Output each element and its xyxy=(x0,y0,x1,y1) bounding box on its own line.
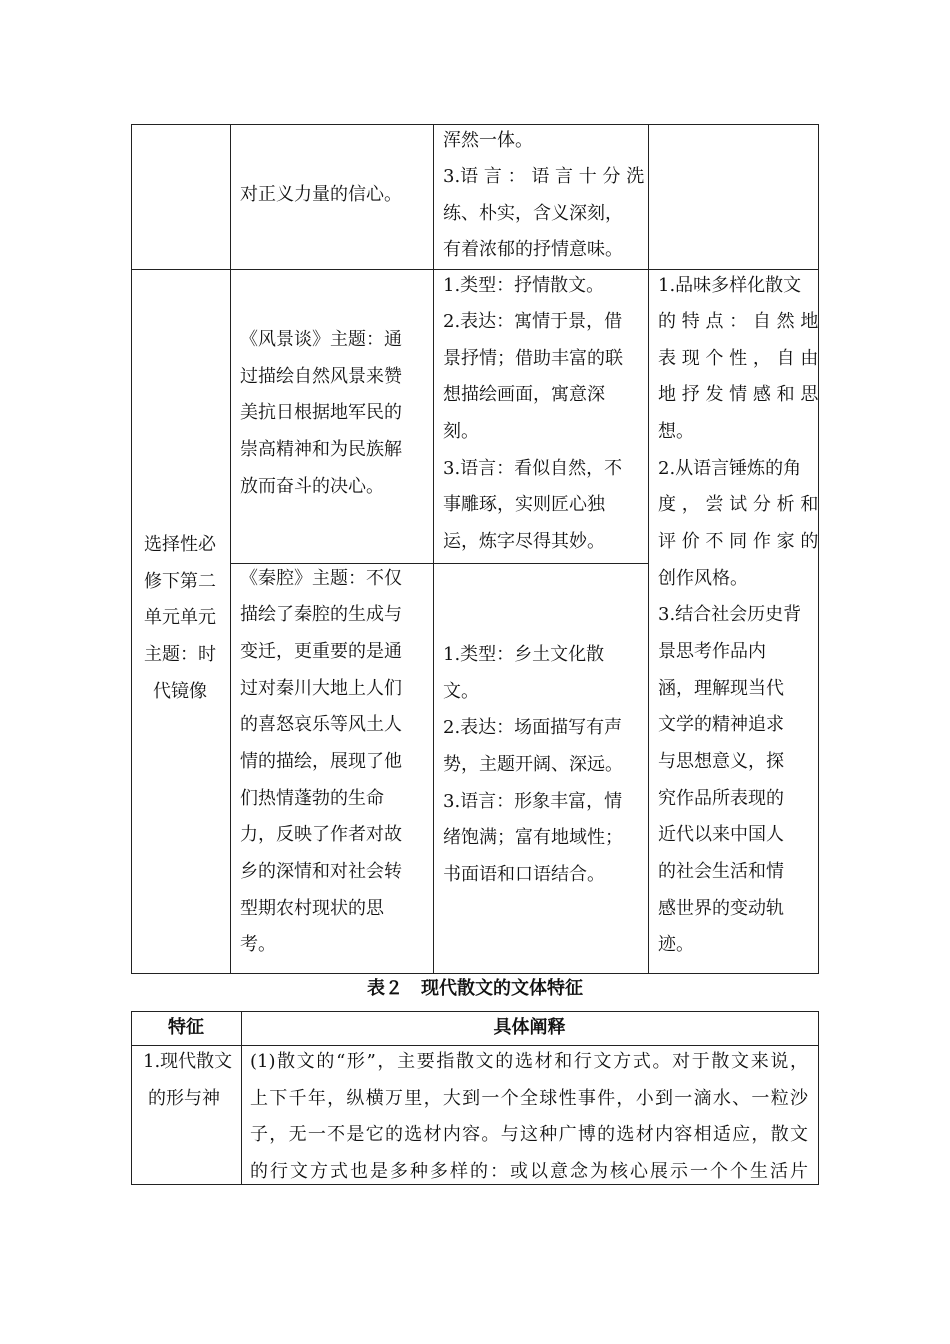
table1-border-left xyxy=(131,124,132,974)
goal-line: 文学的精神追求 xyxy=(658,714,784,735)
row-a-col3-line: 练、朴实，含义深刻， xyxy=(443,203,623,224)
unit-theme-line: 单元单元 xyxy=(144,607,216,628)
row-a-col2-line: 对正义力量的信心。 xyxy=(240,184,402,205)
table2-border-bottom xyxy=(131,1184,819,1185)
goal-line: 创作风格。 xyxy=(658,568,748,589)
goal-line: 度 ， 尝 试 分 析 和 xyxy=(658,494,819,515)
essay2-feature-line: 绪饱满；富有地域性； xyxy=(443,827,623,848)
essay2-theme-line: 《秦腔》主题：不仅 xyxy=(240,568,402,589)
unit-theme-line: 修下第二 xyxy=(144,571,216,592)
explanation-line: 上下千年，纵横万里，大到一个全球性事件，小到一滴水、一粒沙 xyxy=(250,1088,808,1109)
unit-theme-line: 主题：时 xyxy=(144,644,216,665)
essay1-theme-line: 《风景谈》主题：通 xyxy=(240,329,402,350)
table2-caption: 表２ 现代散文的文体特征 xyxy=(367,978,583,999)
goal-line: 景思考作品内 xyxy=(658,641,766,662)
essay1-feature-line: 想描绘画面，寓意深 xyxy=(443,384,605,405)
table1-border-bottom xyxy=(131,973,819,974)
essay2-feature-line: 2.表达：场面描写有声 xyxy=(443,717,623,738)
row-a-col3-line: 有着浓郁的抒情意味。 xyxy=(443,239,623,260)
goal-line: 1.品味多样化散文 xyxy=(658,275,802,296)
unit-theme-line: 选择性必 xyxy=(144,534,216,555)
essay2-theme-line: 过对秦川大地上人们 xyxy=(240,678,402,699)
essay2-theme-line: 型期农村现状的思 xyxy=(240,898,384,919)
table2-header-feature: 特征 xyxy=(168,1017,204,1038)
unit-theme-line: 代镜像 xyxy=(153,681,207,702)
goal-line: 感世界的变动轨 xyxy=(658,898,784,919)
goal-line: 涵，理解现当代 xyxy=(658,678,784,699)
essay1-feature-line: 刻。 xyxy=(443,421,479,442)
row-a-col3-line: 浑然一体。 xyxy=(443,130,533,151)
essay1-feature-line: 3.语言：看似自然，不 xyxy=(443,458,623,479)
goal-line: 近代以来中国人 xyxy=(658,824,784,845)
essay1-theme-line: 过描绘自然风景来赞 xyxy=(240,366,402,387)
essay2-feature-line: 文。 xyxy=(443,681,479,702)
essay1-feature-line: 事雕琢，实则匠心独 xyxy=(443,494,605,515)
goal-line: 想。 xyxy=(658,421,694,442)
table1-border-top xyxy=(131,124,819,125)
essay2-theme-line: 们热情蓬勃的生命 xyxy=(240,788,384,809)
goal-line: 的社会生活和情 xyxy=(658,861,784,882)
essay2-theme-line: 考。 xyxy=(240,934,276,955)
essay1-theme-line: 崇高精神和为民族解 xyxy=(240,439,402,460)
essay2-theme-line: 情的描绘，展现了他 xyxy=(240,751,402,772)
table1-col-divider-3 xyxy=(648,124,649,974)
table1-col-divider-1 xyxy=(230,124,231,974)
explanation-line: 的行文方式也是多种多样的：或以意念为核心展示一个个生活片 xyxy=(250,1161,808,1182)
feature-line: 1.现代散文 xyxy=(143,1051,233,1072)
essay2-theme-line: 描绘了秦腔的生成与 xyxy=(240,604,402,625)
goal-line: 表 现 个 性 ， 自 由 xyxy=(658,348,819,369)
table1-row-divider xyxy=(131,269,819,270)
row-a-col3-line: 3.语 言 ： 语 言 十 分 洗 xyxy=(443,166,645,187)
goal-line: 究作品所表现的 xyxy=(658,788,784,809)
table2-border-right xyxy=(818,1011,819,1185)
essay2-feature-line: 势，主题开阔、深远。 xyxy=(443,754,623,775)
table2-header-explanation: 具体阐释 xyxy=(493,1017,566,1038)
essay2-feature-line: 1.类型：乡土文化散 xyxy=(443,644,605,665)
goal-line: 的 特 点 ： 自 然 地 xyxy=(658,311,819,332)
table1-col-divider-2 xyxy=(433,124,434,974)
feature-line: 的形与神 xyxy=(148,1088,220,1109)
essay2-theme-line: 的喜怒哀乐等风土人 xyxy=(240,714,402,735)
goal-line: 迹。 xyxy=(658,934,694,955)
essay1-feature-line: 2.表达：寓情于景，借 xyxy=(443,311,623,332)
essay2-theme-line: 乡的深情和对社会转 xyxy=(240,861,402,882)
goal-line: 与思想意义，探 xyxy=(658,751,784,772)
essay2-feature-line: 书面语和口语结合。 xyxy=(443,864,605,885)
essay2-feature-line: 3.语言：形象丰富，情 xyxy=(443,791,623,812)
table1-border-right xyxy=(818,124,819,974)
essay1-feature-line: 景抒情；借助丰富的联 xyxy=(443,348,623,369)
goal-line: 评 价 不 同 作 家 的 xyxy=(658,531,819,552)
essay1-theme-line: 美抗日根据地军民的 xyxy=(240,402,402,423)
table2-header-divider xyxy=(131,1045,819,1046)
goal-line: 2.从语言锤炼的角 xyxy=(658,458,802,479)
essay2-theme-line: 力，反映了作者对故 xyxy=(240,824,402,845)
essay1-theme-line: 放而奋斗的决心。 xyxy=(240,476,384,497)
explanation-line: 子，无一不是它的选材内容。与这种广博的选材内容相适应，散文 xyxy=(250,1124,808,1145)
table1-essay-divider xyxy=(230,563,649,564)
table2-border-top xyxy=(131,1011,819,1012)
goal-line: 3.结合社会历史背 xyxy=(658,604,802,625)
goal-line: 地 抒 发 情 感 和 思 xyxy=(658,384,819,405)
explanation-line: (1)散文的“形”，主要指散文的选材和行文方式。对于散文来说， xyxy=(250,1051,808,1072)
essay1-feature-line: 运，炼字尽得其妙。 xyxy=(443,531,605,552)
essay2-theme-line: 变迁，更重要的是通 xyxy=(240,641,402,662)
essay1-feature-line: 1.类型：抒情散文。 xyxy=(443,275,605,296)
